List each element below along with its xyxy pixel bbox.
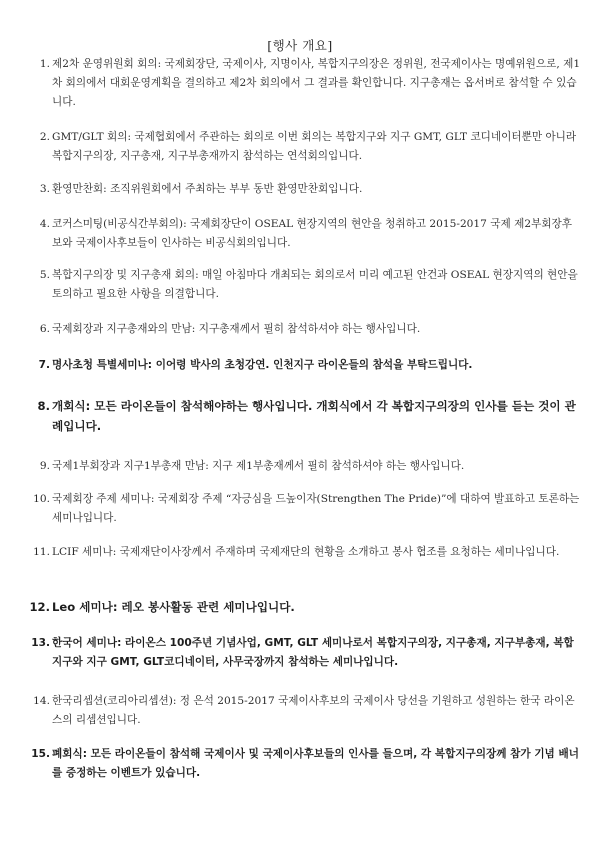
- item-number: 4.: [39, 218, 50, 230]
- document-title: [행사 개요]: [267, 38, 333, 53]
- item-text: 복합지구의장 및 지구총재 회의: 매일 아침마다 개최되는 회의로서 미리 예고된 안건과 OSEAL 현장지역의 현안을 토의하고 필요한 사항을 의결합니다.: [52, 269, 578, 300]
- item-number: 1.: [39, 58, 50, 70]
- item-text: 폐회식: 모든 라이온들이 참석해 국제이사 및 국제이사후보들의 인사를 들으며, 각 복합지구의장께 참가 기념 배너를 증정하는 이벤트가 있습니다.: [52, 748, 579, 779]
- item-number: 10.: [33, 493, 50, 505]
- item-text: 환영만찬회: 조직위원회에서 주최하는 부부 동반 환영만찬회입니다.: [52, 183, 363, 195]
- item-text: GMT/GLT 회의: 국제협회에서 주관하는 회의로 이번 회의는 복합지구와 지구 GMT, GLT 코디네이터뿐만 아니라 복합지구의장, 지구총재, 지구부총재까지 참석하는 연석회의입니다.: [52, 131, 577, 162]
- item-text: 코커스미팅(비공식간부회의): 국제회장단이 OSEAL 현장지역의 현안을 청취하고 2015-2017 국제 제2부회장후보와 국제이사후보들이 인사하는 비공식회의입니다.: [52, 218, 573, 249]
- item-text: 국제1부회장과 지구1부총재 만남: 지구 제1부총재께서 필히 참석하셔야 하는 행사입니다.: [52, 460, 465, 472]
- item-number: 8.: [37, 399, 50, 413]
- item-number: 9.: [39, 460, 50, 472]
- item-number: 13.: [31, 637, 50, 649]
- item-text: 제2차 운영위원회 회의: 국제회장단, 국제이사, 지명이사, 복합지구의장은 정위원, 전국제이사는 명예위원으로, 제1차 회의에서 대회운영계획을 결의하고 제2차 회의에서 그 결과를 확인합니다. 지구총재는 옵서버로 참석할 수 있습니다.: [52, 58, 581, 108]
- item-number: 3.: [39, 183, 50, 195]
- item-text: Leo 세미나: 레오 봉사활동 관련 세미나입니다.: [52, 600, 295, 614]
- item-number: 7.: [38, 359, 50, 371]
- item-text: LCIF 세미나: 국제재단이사장께서 주재하며 국제재단의 현황을 소개하고 봉사 협조를 요청하는 세미나입니다.: [52, 546, 560, 558]
- item-text: 한국어 세미나: 라이온스 100주년 기념사업, GMT, GLT 세미나로서 복합지구의장, 지구총재, 지구부총재, 복합지구와 지구 GMT, GLT코디네이터, 사무국장까지 참석하는 세미나입니다.: [52, 637, 574, 668]
- item-text: 국제회장과 지구총재와의 만남: 지구총재께서 필히 참석하셔야 하는 행사입니다.: [52, 323, 421, 335]
- item-number: 11.: [33, 546, 50, 558]
- item-text: 한국리셉션(코리아리셉션): 정 은석 2015-2017 국제이사후보의 국제이사 당선을 기원하고 성원하는 한국 라이온스의 리셉션입니다.: [52, 695, 575, 726]
- item-number: 6.: [39, 323, 50, 335]
- item-text: 명사초청 특별세미나: 이어령 박사의 초청강연. 인천지구 라이온들의 참석을 부탁드립니다.: [52, 359, 473, 371]
- item-number: 14.: [33, 695, 50, 707]
- item-text: 국제회장 주제 세미나: 국제회장 주제 “자긍심을 드높이자(Strengthen The Pride)”에 대하여 발표하고 토론하는 세미나입니다.: [52, 493, 580, 524]
- item-number: 15.: [31, 748, 50, 760]
- item-number: 5.: [39, 269, 50, 281]
- item-number: 2.: [39, 131, 50, 143]
- item-text: 개회식: 모든 라이온들이 참석해야하는 행사입니다. 개회식에서 각 복합지구의장의 인사를 듣는 것이 관례입니다.: [52, 399, 576, 433]
- item-number: 12.: [29, 600, 50, 614]
